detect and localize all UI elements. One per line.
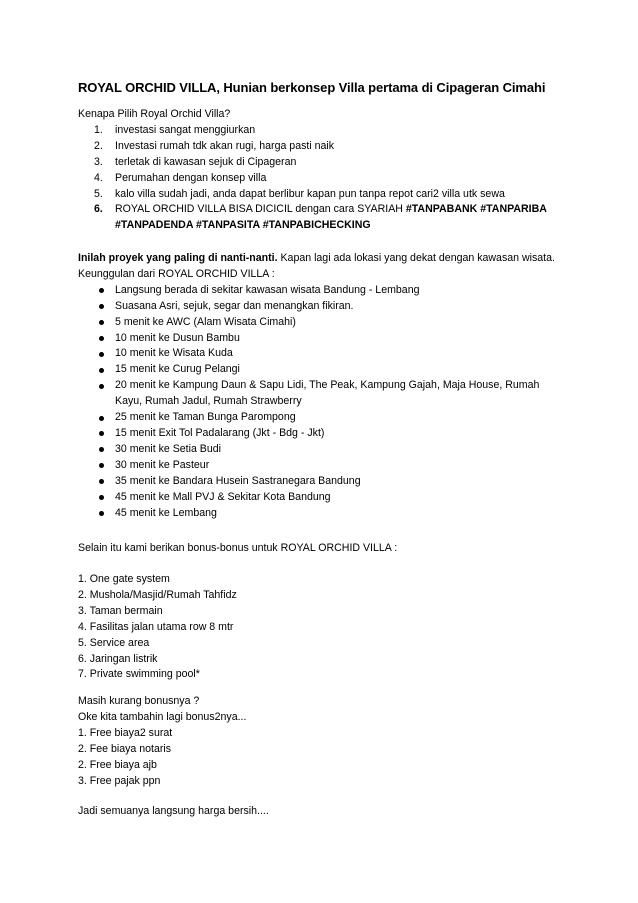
list-item: 2. Investasi rumah tdk akan rugi, harga pasti naik (94, 139, 335, 152)
list-item: Langsung berada di sekitar kawasan wisata Bandung - Lembang (78, 283, 578, 299)
list-item: 3. Taman bermain (78, 604, 163, 617)
bonus-list (78, 572, 578, 683)
list-item: 2. Free biaya ajb (78, 758, 157, 771)
extra-line-1: Masih kurang bonusnya ? (78, 695, 200, 707)
list-item: 15 menit Exit Tol Padalarang (Jkt - Bdg - Jkt) (78, 426, 578, 442)
list-item: 20 menit ke Kampung Daun & Sapu Lidi, The Peak, Kampung Gajah, Maja House, Rumah Kayu, Rumah Jadul, Rumah Strawberry (78, 378, 578, 410)
list-item: 4. Perumahan dengan konsep villa (94, 171, 267, 184)
closing-section (78, 804, 578, 820)
list-item: Suasana Asri, sejuk, segar dan menangkan fikiran. (78, 299, 578, 315)
list-item: 1. investasi sangat menggiurkan (94, 123, 256, 136)
list-item: 7. Private swimming pool* (78, 668, 200, 681)
advantages-heading: Keunggulan dari ROYAL ORCHID VILLA : (78, 267, 275, 280)
advantages-section (78, 251, 578, 521)
list-item: 1. Free biaya2 surat (78, 726, 173, 739)
list-item: 45 menit ke Mall PVJ & Sekitar Kota Bandung (78, 490, 578, 506)
list-item: 4. Fasilitas jalan utama row 8 mtr (78, 620, 234, 633)
list-item: 6. ROYAL ORCHID VILLA BISA DICICIL dengan cara SYARIAH #TANPABANK #TANPARIBA #TANPADENDA #TANPASITA #TANPABICHECKING (78, 202, 578, 234)
why-heading: Kenapa Pilih Royal Orchid Villa? (78, 108, 231, 120)
list-item: 10 menit ke Dusun Bambu (78, 331, 578, 347)
list-item: 5 menit ke AWC (Alam Wisata Cimahi) (78, 315, 578, 331)
list-item: 5. kalo villa sudah jadi, anda dapat berlibur kapan pun tanpa repot cari2 villa utk sewa (94, 187, 505, 200)
list-item: 25 menit ke Taman Bunga Parompong (78, 410, 578, 426)
list-item: 5. Service area (78, 636, 150, 649)
list-item: 3. Free pajak ppn (78, 774, 161, 787)
extra-bonus-section (78, 694, 578, 789)
bonus-section (78, 541, 578, 557)
why-section (78, 107, 578, 234)
list-item: 10 menit ke Wisata Kuda (78, 346, 578, 362)
list-item: 35 menit ke Bandara Husein Sastranegara Bandung (78, 474, 578, 490)
hashtags: #TANPABANK #TANPARIBA (405, 203, 547, 216)
list-item: 3. terletak di kawasan sejuk di Cipageran (94, 155, 297, 168)
hashtags-continued: #TANPADENDA #TANPASITA #TANPABICHECKING (115, 219, 371, 232)
document-title: ROYAL ORCHID VILLA, Hunian berkonsep Villa pertama di Cipageran Cimahi (78, 80, 546, 95)
list-item: 6. Jaringan listrik (78, 652, 158, 665)
closing-line: Jadi semuanya langsung harga bersih.... (78, 805, 269, 817)
list-item: 30 menit ke Setia Budi (78, 442, 578, 458)
list-item: 2. Mushola/Masjid/Rumah Tahfidz (78, 588, 237, 601)
list-item: 15 menit ke Curug Pelangi (78, 362, 578, 378)
why-list (78, 123, 578, 234)
bonus-heading: Selain itu kami berikan bonus-bonus untuk ROYAL ORCHID VILLA : (78, 542, 398, 554)
intro-line: Inilah proyek yang paling di nanti-nanti. Kapan lagi ada lokasi yang dekat dengan kawasan wisata. (78, 252, 555, 264)
list-item: 1. One gate system (78, 573, 170, 585)
list-item: 30 menit ke Pasteur (78, 458, 578, 474)
extra-line-2: Oke kita tambahin lagi bonus2nya... (78, 710, 247, 723)
list-item: 2. Fee biaya notaris (78, 742, 172, 755)
advantages-list (78, 283, 578, 522)
list-item: 45 menit ke Lembang (78, 506, 578, 522)
